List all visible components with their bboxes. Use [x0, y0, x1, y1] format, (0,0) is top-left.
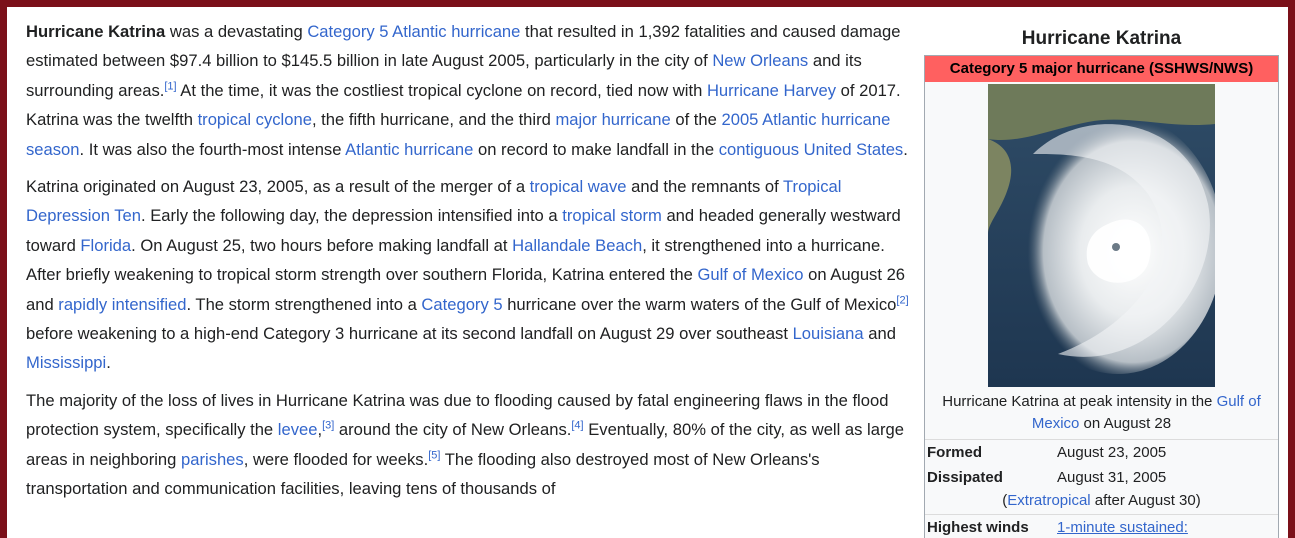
link-tropical-storm[interactable]: tropical storm	[562, 206, 662, 226]
text: was a devastating	[165, 22, 308, 41]
link-major-hurricane[interactable]: major hurricane	[555, 110, 671, 130]
link-florida[interactable]: Florida	[80, 235, 132, 255]
text: on August 28	[1079, 415, 1172, 432]
text: that resulted in 1,392 fatalities and caused damage estimated between $97.4 billion to $145.5 billion in late August 2005, particularly in the city of	[26, 22, 901, 71]
link-2005-season[interactable]: 2005 Atlantic hurricane season	[26, 110, 891, 159]
text: The flooding also destroyed most of New Orleans's transportation and communication facilities, leaving tens of thousands of	[26, 449, 820, 499]
infobox-row-dissipated	[925, 465, 1278, 490]
text: . It was also the fourth-most intense	[79, 139, 346, 159]
text: around the city of New Orleans.	[334, 420, 572, 440]
text: .	[106, 353, 111, 373]
hurricane-satellite-image[interactable]	[988, 84, 1215, 387]
link-1-minute-sustained[interactable]: 1-minute sustained:	[1057, 519, 1188, 536]
paragraph-impact	[26, 386, 911, 504]
text: Eventually, 80% of the city, as well as large areas in neighboring	[26, 420, 904, 469]
text: , were flooded for weeks.	[243, 449, 429, 469]
text: on August 26 and	[26, 265, 906, 314]
text: and its surrounding areas.	[26, 51, 862, 100]
text: and headed generally westward toward	[26, 206, 901, 255]
paragraph-intro	[26, 17, 911, 164]
link-tropical-wave[interactable]: tropical wave	[529, 177, 627, 197]
text: before weakening to a high-end Category 3 hurricane at its second landfall on August 29 over southeast	[26, 324, 793, 344]
link-gulf-of-mexico-caption[interactable]: Gulf of Mexico	[1031, 393, 1261, 432]
link-atlantic-hurricane[interactable]: Atlantic hurricane	[345, 139, 474, 159]
reference-3[interactable]: [3]	[322, 419, 335, 432]
link-category-5-atlantic-hurricane[interactable]: Category 5 Atlantic hurricane	[307, 22, 521, 41]
text: . On August 25, two hours before making landfall at	[131, 235, 513, 255]
text: . Early the following day, the depression intensified into a	[141, 206, 563, 226]
link-gulf-of-mexico[interactable]: Gulf of Mexico	[697, 265, 804, 285]
formed-value: August 23, 2005	[1057, 444, 1167, 461]
reference-2[interactable]: [2]	[896, 294, 909, 307]
link-tropical-cyclone[interactable]: tropical cyclone	[197, 110, 312, 130]
link-rapidly-intensified[interactable]: rapidly intensified	[58, 294, 187, 314]
text: The majority of the loss of lives in Hurricane Katrina was due to flooding caused by fatal engineering flaws in the flood protection system, specifically the	[26, 390, 889, 440]
text: of the	[670, 110, 722, 130]
dissipated-label: Dissipated	[927, 469, 1003, 486]
link-mississippi[interactable]: Mississippi	[26, 353, 107, 373]
winds-label: Highest winds	[927, 519, 1029, 536]
infobox	[924, 17, 1279, 538]
text: At the time, it was the costliest tropical cyclone on record, tied now with	[176, 80, 707, 100]
text: (	[1002, 492, 1008, 509]
infobox-category-header: Category 5 major hurricane (SSHWS/NWS)	[925, 56, 1278, 82]
link-extratropical[interactable]: Extratropical	[1007, 492, 1091, 509]
text: .	[903, 139, 908, 159]
text: Katrina originated on August 23, 2005, as a result of the merger of a	[26, 177, 530, 197]
article-body	[26, 17, 911, 512]
text: ,	[317, 420, 323, 440]
winds-value-cell	[1057, 515, 1278, 538]
article-subject: Hurricane Katrina	[26, 22, 166, 41]
dissipated-value: August 31, 2005	[1057, 469, 1167, 486]
link-category-5[interactable]: Category 5	[421, 294, 503, 314]
text: on record to make landfall in the	[473, 139, 719, 159]
text: and the remnants of	[626, 177, 784, 197]
reference-4[interactable]: [4]	[571, 419, 584, 432]
paragraph-history	[26, 172, 911, 378]
text: after August 30)	[1090, 492, 1201, 509]
link-levee[interactable]: levee	[277, 420, 318, 440]
text: Hurricane Katrina at peak intensity in the	[942, 393, 1217, 410]
link-parishes[interactable]: parishes	[180, 449, 244, 469]
link-tropical-depression-ten[interactable]: Tropical Depression Ten	[26, 177, 842, 226]
text: of 2017. Katrina was the twelfth	[26, 80, 901, 130]
link-hurricane-harvey[interactable]: Hurricane Harvey	[706, 80, 837, 100]
link-louisiana[interactable]: Louisiana	[792, 324, 864, 344]
infobox-caption	[925, 387, 1278, 440]
reference-1[interactable]: [1]	[164, 80, 177, 93]
link-new-orleans[interactable]: New Orleans	[712, 51, 809, 71]
infobox-image-cell	[925, 82, 1278, 387]
page-frame	[7, 7, 1288, 538]
text: , it strengthened into a hurricane. After briefly weakening to tropical storm strength over southern Florida, Katrina entered the	[26, 235, 885, 285]
infobox-row-formed	[925, 440, 1278, 465]
reference-5[interactable]: [5]	[428, 449, 441, 462]
infobox-extratropical-note	[925, 490, 1278, 515]
text: hurricane over the warm waters of the Gulf of Mexico	[502, 294, 897, 314]
link-contiguous-united-states[interactable]: contiguous United States	[718, 139, 904, 159]
text: and	[863, 324, 896, 344]
infobox-table	[924, 55, 1279, 538]
formed-label: Formed	[927, 444, 983, 461]
infobox-row-winds	[925, 515, 1278, 538]
link-hallandale-beach[interactable]: Hallandale Beach	[512, 235, 643, 255]
infobox-title: Hurricane Katrina	[1021, 28, 1182, 49]
text: , the fifth hurricane, and the third	[311, 110, 556, 130]
text: . The storm strengthened into a	[186, 294, 422, 314]
